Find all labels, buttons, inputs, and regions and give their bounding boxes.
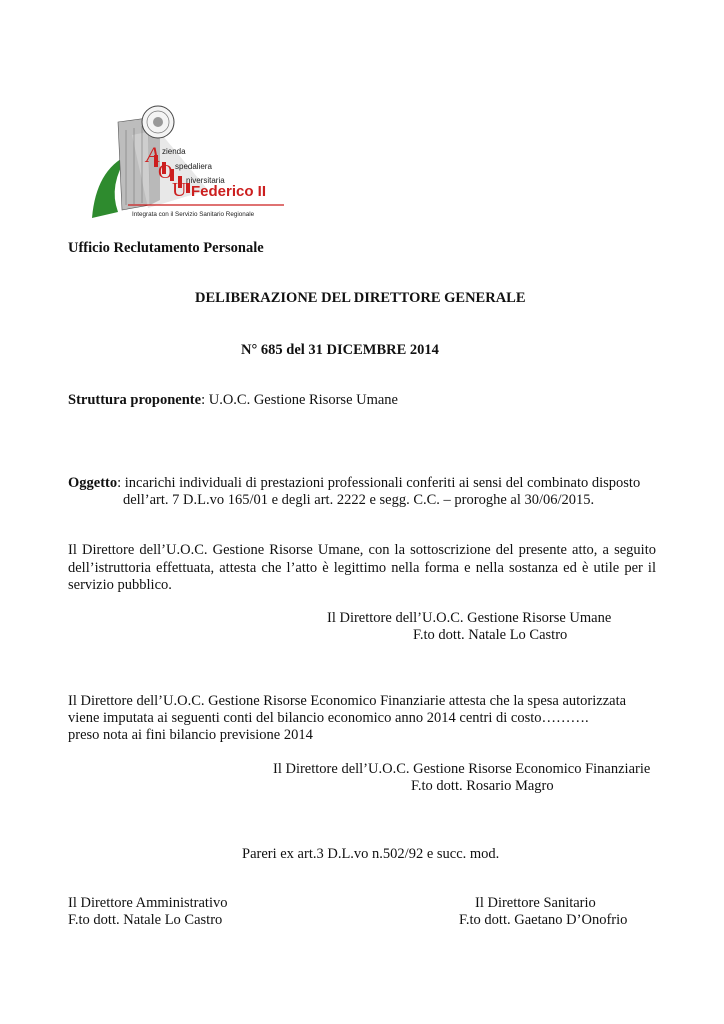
health-director-name: F.to dott. Gaetano D’Onofrio — [459, 912, 628, 928]
oggetto-line1 — [68, 475, 640, 492]
logo-line2: spedaliera — [175, 162, 212, 171]
hr-paragraph: Il Direttore dell’U.O.C. Gestione Risorse Umane, con la sottoscrizione del presente atto, a seguito dell’istruttoria effettuata, attesta che l’atto è legittimo nella forma e nella sostanza ed è utile per il servizio pubblico. — [68, 542, 656, 593]
deliberation-number: N° 685 del 31 DICEMBRE 2014 — [241, 342, 439, 358]
admin-director-role: Il Direttore Amministrativo — [68, 895, 228, 911]
struttura-label: Struttura proponente — [68, 392, 202, 408]
fin-paragraph-line3: preso nota ai fini bilancio previsione 2014 — [68, 727, 313, 743]
hr-signature-role: Il Direttore dell’U.O.C. Gestione Risorse Umane — [327, 610, 612, 626]
fin-signature-role: Il Direttore dell’U.O.C. Gestione Risorse Economico Finanziarie — [273, 761, 651, 777]
logo-tagline: Integrata con il Servizio Sanitario Regionale — [132, 211, 255, 218]
admin-director-name: F.to dott. Natale Lo Castro — [68, 912, 223, 928]
fin-paragraph-line2: viene imputata ai seguenti conti del bilancio economico anno 2014 centri di costo………. — [68, 710, 589, 726]
hr-signature-name: F.to dott. Natale Lo Castro — [413, 627, 568, 643]
svg-text:U: U — [172, 179, 187, 201]
oggetto-text-2: dell’art. 7 D.L.vo 165/01 e degli art. 2222 e segg. C.C. – proroghe al 30/06/2015. — [123, 492, 595, 508]
logo-graphic — [88, 100, 288, 225]
struttura-value: : U.O.C. Gestione Risorse Umane — [201, 392, 398, 408]
svg-text:O: O — [158, 161, 173, 183]
oggetto-label: Oggetto — [68, 475, 118, 491]
logo-line1: zienda — [162, 147, 186, 156]
health-director-role: Il Direttore Sanitario — [475, 895, 596, 911]
logo-name: Federico II — [191, 183, 267, 200]
svg-text:A: A — [146, 142, 160, 167]
document-title: DELIBERAZIONE DEL DIRETTORE GENERALE — [195, 290, 526, 306]
pareri-line: Pareri ex art.3 D.L.vo n.502/92 e succ. mod. — [242, 846, 500, 862]
fin-signature-name: F.to dott. Rosario Magro — [411, 778, 554, 794]
logo-line3: niversitaria — [186, 176, 225, 185]
oggetto-text-1: : incarichi individuali di prestazioni professionali conferiti ai sensi del combinato disposto — [117, 475, 641, 491]
office-heading: Ufficio Reclutamento Personale — [68, 240, 264, 256]
struttura-line — [68, 392, 398, 409]
hospital-logo — [88, 100, 288, 225]
fin-paragraph-line1: Il Direttore dell’U.O.C. Gestione Risorse Economico Finanziarie attesta che la spesa autorizzata — [68, 693, 627, 709]
